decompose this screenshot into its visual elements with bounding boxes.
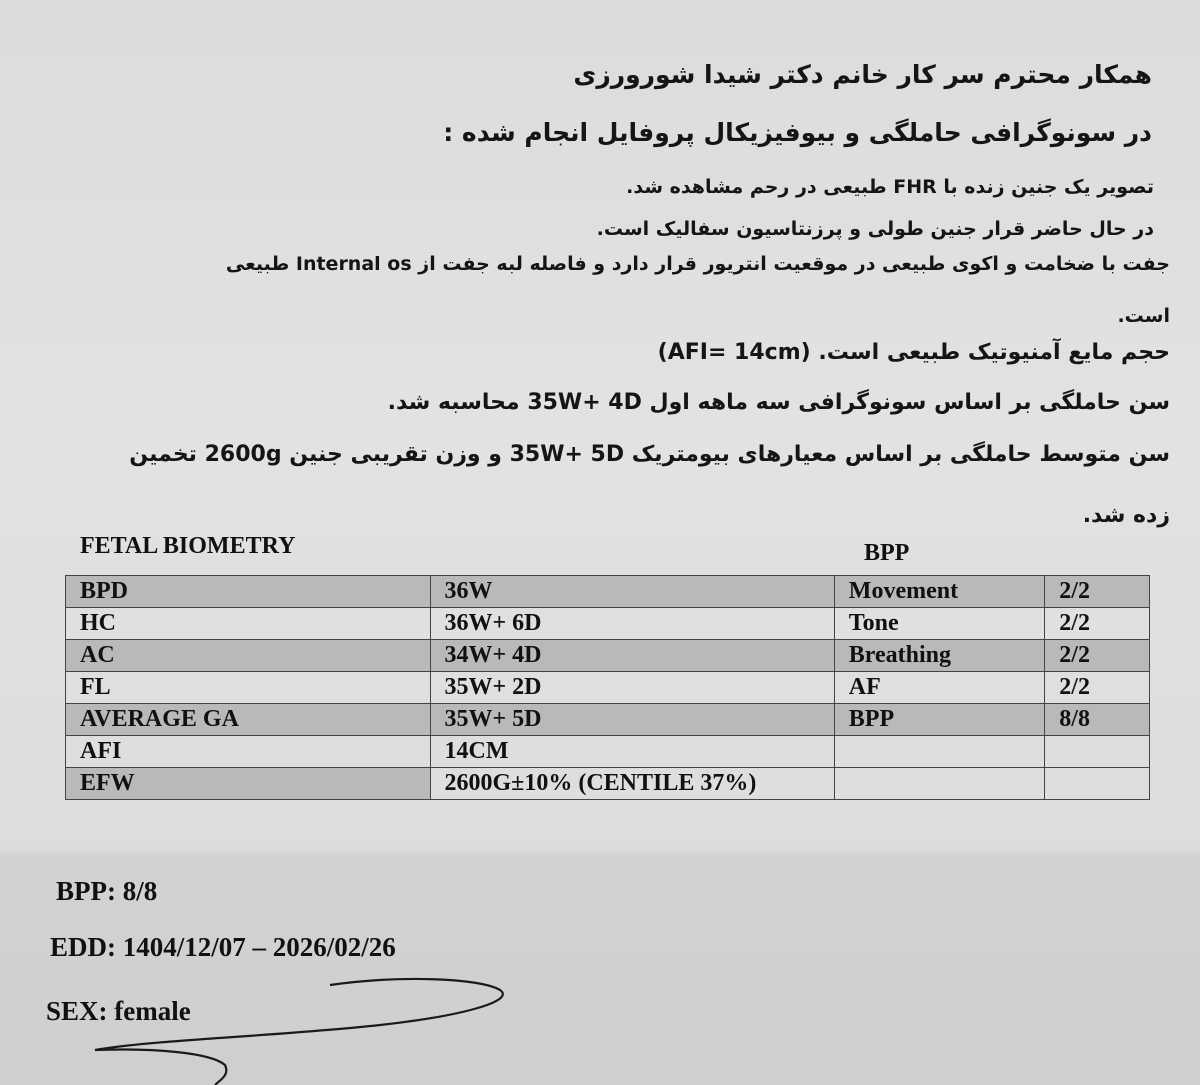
report-line: سن متوسط حاملگی بر اساس معیارهای بیومتریک 35W+ 5D و وزن تقریبی جنین 2600g تخمین	[129, 442, 1170, 467]
report-intro: در سونوگرافی حاملگی و بیوفیزیکال پروفایل انجام شده :	[443, 118, 1152, 147]
report-line: در حال حاضر قرار جنین طولی و پرزنتاسیون سفالیک است.	[596, 218, 1154, 240]
report-line: است.	[1117, 305, 1170, 327]
report-line: سن حاملگی بر اساس سونوگرافی سه ماهه اول 35W+ 4D محاسبه شد.	[387, 390, 1170, 415]
bpp-score: 2/2	[1045, 672, 1150, 704]
report-line: زده شد.	[1082, 503, 1170, 528]
biometry-label: EFW	[66, 768, 431, 800]
biometry-label: BPD	[66, 576, 431, 608]
bpp-score: 8/8	[1045, 704, 1150, 736]
bpp-label: Movement	[834, 576, 1045, 608]
report-line: جفت با ضخامت و اکوی طبیعی در موقعیت انتریور قرار دارد و فاصله لبه جفت از Internal os طبیعی	[225, 253, 1170, 275]
biometry-value: 34W+ 4D	[430, 640, 834, 672]
bpp-score: 2/2	[1045, 576, 1150, 608]
bpp-summary: BPP: 8/8	[56, 876, 158, 906]
biometry-value: 35W+ 5D	[430, 704, 834, 736]
biometry-value: 14CM	[430, 736, 834, 768]
biometry-label: AVERAGE GA	[66, 704, 431, 736]
biometry-label: AFI	[66, 736, 431, 768]
biometry-value: 2600G±10% (CENTILE 37%)	[430, 768, 834, 800]
biometry-label: FL	[66, 672, 431, 704]
bpp-label: AF	[834, 672, 1045, 704]
biometry-value: 35W+ 2D	[430, 672, 834, 704]
biometry-value: 36W	[430, 576, 834, 608]
report-line: تصویر یک جنین زنده با FHR طبیعی در رحم مشاهده شد.	[626, 176, 1154, 198]
bpp-label: BPP	[834, 704, 1045, 736]
biometry-label: AC	[66, 640, 431, 672]
biometry-label: HC	[66, 608, 431, 640]
bpp-score: 2/2	[1045, 640, 1150, 672]
salutation: همکار محترم سر کار خانم دکتر شیدا شورورزی	[573, 60, 1152, 89]
bpp-score: 2/2	[1045, 608, 1150, 640]
bpp-label: Breathing	[834, 640, 1045, 672]
sex-summary: SEX: female	[46, 996, 191, 1026]
edd-summary: EDD: 1404/12/07 – 2026/02/26	[50, 932, 396, 962]
bpp-label: Tone	[834, 608, 1045, 640]
biometry-value: 36W+ 6D	[430, 608, 834, 640]
bpp-title: BPP	[864, 540, 910, 566]
report-line: حجم مایع آمنیوتیک طبیعی است. (AFI= 14cm)	[657, 340, 1170, 365]
fetal-biometry-title: FETAL BIOMETRY	[80, 533, 296, 559]
